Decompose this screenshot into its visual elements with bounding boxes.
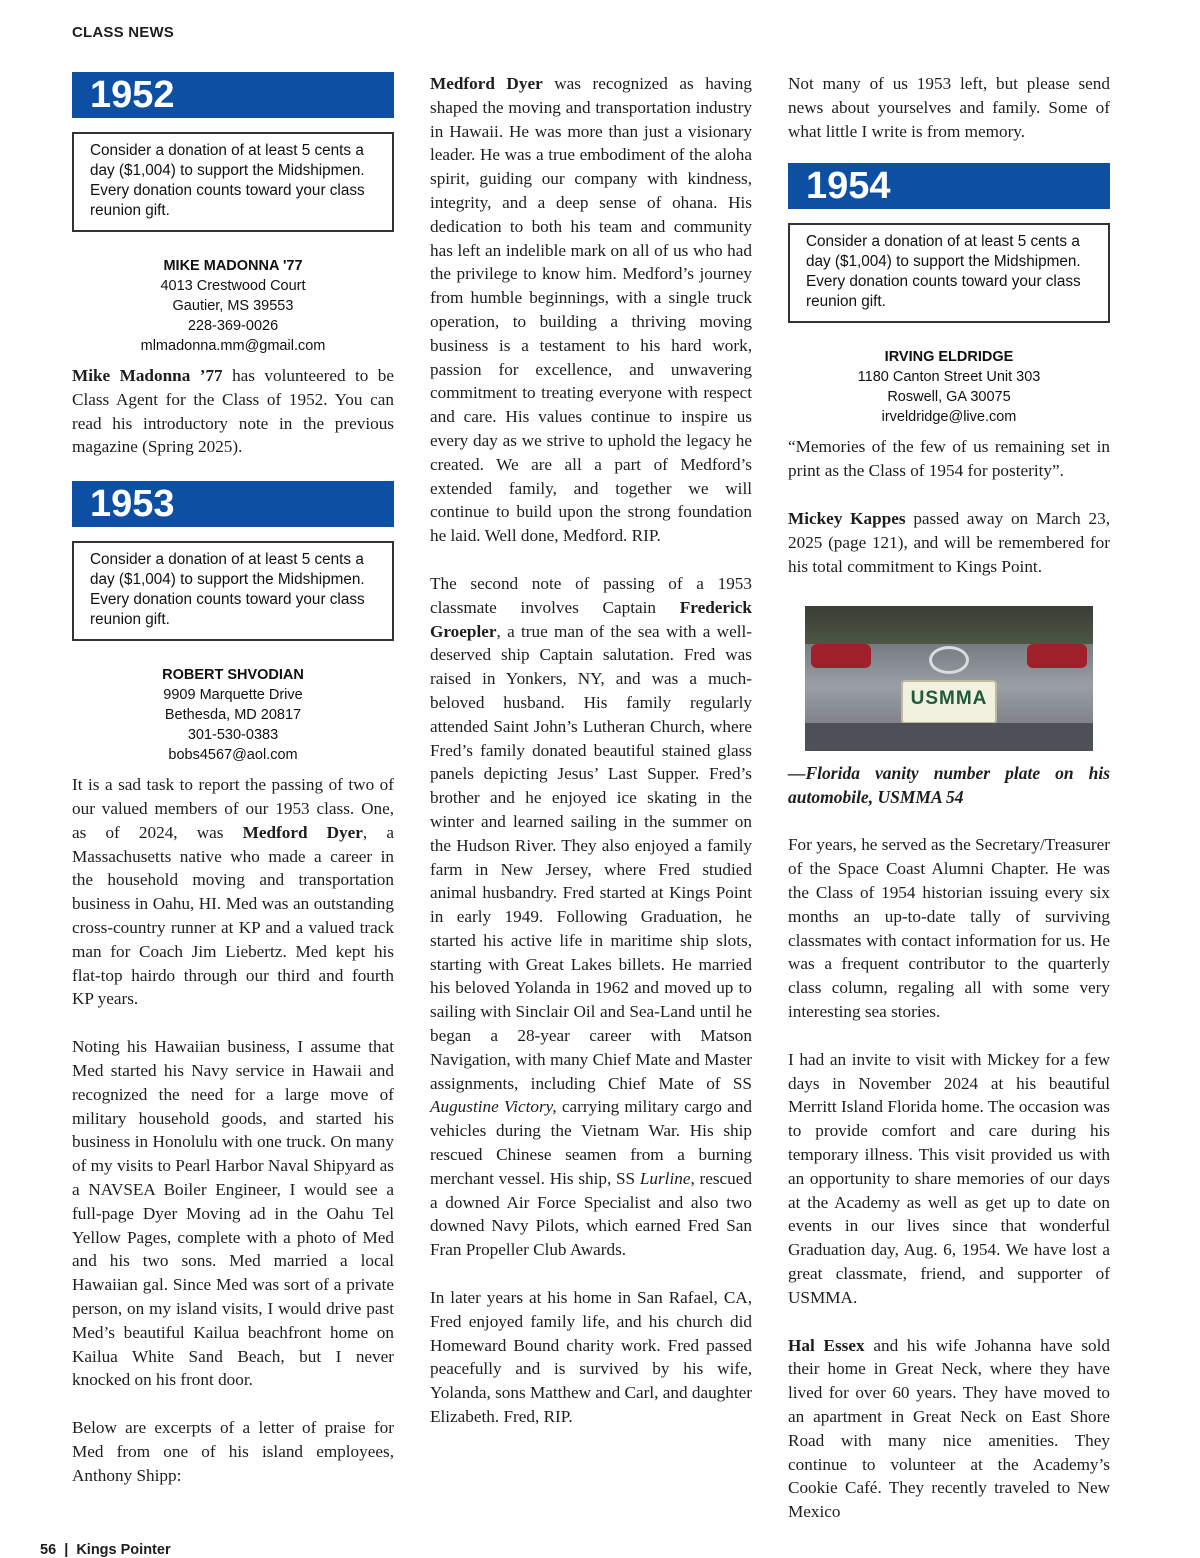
ship-name: Lurline xyxy=(639,1168,691,1188)
license-plate: USMMA xyxy=(901,680,997,724)
paragraph-text: has volunteered to be Class Agent for the Class of 1952. You can read his introductory note in the previous magazine (Spring 2025). xyxy=(72,366,394,457)
person-name: Mike Madonna ’77 xyxy=(72,366,223,385)
donation-box-1952: Consider a donation of at least 5 cents a day ($1,004) to support the Midshipmen. Every donation counts toward your class reunion gift. xyxy=(72,132,394,232)
person-name: Medford Dyer xyxy=(242,822,363,842)
paragraph-text: passed away on March 23, 2025 (page 121), and will be remembered for his total commitment to Kings Point. xyxy=(788,508,1110,576)
paragraph-text: carrying military cargo and vehicles during the Vietnam War. His ship rescued Chinese seamen from a burning merchant vessel. His ship, SS xyxy=(430,1097,752,1188)
paragraph xyxy=(72,773,394,1011)
ship-name: Augustine Victory, xyxy=(430,1097,557,1117)
page-footer xyxy=(40,1542,171,1558)
paragraph xyxy=(430,572,752,1262)
paragraph: In later years at his home in San Rafael, CA, Fred enjoyed family life, and his church did Homeward Bound charity work. Fred passed peacefully and is survived by his wife, Yolanda, sons Matthew and Carl, and daughter Elizabeth. Fred, RIP. xyxy=(430,1288,752,1427)
person-name: Mickey Kappes xyxy=(788,508,906,528)
paragraph: Not many of us 1953 left, but please send news about yourselves and family. Some of what little I write is from memory. xyxy=(788,74,1110,141)
class-1953-heading: 1953 xyxy=(72,481,394,527)
rear-window xyxy=(805,606,1093,644)
car-license-plate-photo xyxy=(805,606,1093,751)
paragraph-text: The second note of passing of a 1953 classmate involves Captain xyxy=(430,573,752,617)
column-3 xyxy=(788,72,1110,1524)
paragraph xyxy=(788,1334,1110,1524)
class-1953-contact xyxy=(72,665,394,765)
contact-street: 9909 Marquette Drive xyxy=(163,687,303,704)
contact-email[interactable]: mlmadonna.mm@gmail.com xyxy=(140,338,326,354)
paragraph: Noting his Hawaiian business, I assume that Med started his Navy service in Hawaii and recognized the need for a large move of military household goods, and started his business in Honolulu with one truck. On many of my visits to Pearl Harbor Naval Shipyard as a NAVSEA Boiler Engineer, I would see a full-page Dyer Moving ad in the Oahu Tel Yellow Pages, complete with a photo of Med and his two sons. Med married a local Hawaiian gal. Since Med was sort of a private person, on my island visits, I would drive past Med’s beautiful Kailua beachfront home on Kailua White Sand Beach, but I never knocked on his front door. xyxy=(72,1037,394,1390)
class-1954-contact xyxy=(788,347,1110,427)
tail-light xyxy=(1027,644,1087,668)
paragraph: Below are excerpts of a letter of praise for Med from one of his island employees, Anthony Shipp: xyxy=(72,1418,394,1485)
class-1952-contact xyxy=(72,256,394,356)
tail-light xyxy=(811,644,871,668)
donation-box-1954: Consider a donation of at least 5 cents a day ($1,004) to support the Midshipmen. Every donation counts toward your class reunion gift. xyxy=(788,223,1110,323)
paragraph-text: , a Massachusetts native who made a career in the household moving and transportation business in Oahu, HI. Med was an outstanding cross-country runner at KP and a valued track man for Coach Jim Liebertz. Med kept his flat-top hairdo through our third and fourth KP years. xyxy=(72,822,394,1009)
column-1 xyxy=(72,72,394,1488)
contact-city: Gautier, MS 39553 xyxy=(172,298,294,314)
contact-street: 1180 Canton Street Unit 303 xyxy=(857,369,1041,386)
paragraph-text: and his wife Johanna have sold their home in Great Neck, where they have lived for over 60 years. They have moved to an apartment in Great Neck on East Shore Road with many nice amenities. They continue to volunteer at the Academy’s Cookie Café. They recently traveled to New Mexico xyxy=(788,1335,1110,1522)
column-2 xyxy=(430,72,752,1429)
publication-name: Kings Pointer xyxy=(76,1542,171,1558)
paragraph xyxy=(72,364,394,459)
section-label: CLASS NEWS xyxy=(72,24,175,41)
donation-box-1953: Consider a donation of at least 5 cents a day ($1,004) to support the Midshipmen. Every donation counts toward your class reunion gift. xyxy=(72,541,394,641)
contact-street: 4013 Crestwood Court xyxy=(160,278,306,294)
contact-name: IRVING ELDRIDGE xyxy=(884,349,1014,366)
paragraph xyxy=(788,507,1110,578)
paragraph: “Memories of the few of us remaining set in print as the Class of 1954 for posterity”. xyxy=(788,437,1110,481)
paragraph-text: was recognized as having shaped the moving and transportation industry in Hawaii. He was more than just a visionary leader. He was a true embodiment of the aloha spirit, guiding our company with kindness, integrity, and a deep sense of ohana. His dedication to both his team and community has left an indelible mark on all of us who had the privilege to know him. Medford’s journey from humble beginnings, with a single truck operation, to building a thriving moving business is a testament to his hard work, passion for excellence, and unwavering commitment to treating everyone with respect and care. His values continue to inspire us every day as we strive to uphold the legacy he created. We are all a part of Medford’s extended family, and together we will continue to build upon the strong foundation he laid. Well done, Medford. RIP. xyxy=(430,74,752,546)
paragraph-text: , rescued a downed Air Force Specialist and also two downed Navy Pilots, which earned Fred San Fran Propeller Club Awards. xyxy=(430,1168,752,1260)
class-1952-heading: 1952 xyxy=(72,72,394,118)
bumper xyxy=(805,723,1093,751)
paragraph xyxy=(430,72,752,548)
person-name: Medford Dyer xyxy=(430,74,543,93)
paragraph: For years, he served as the Secretary/Treasurer of the Space Coast Alumni Chapter. He was the Class of 1954 historian issuing every six months an up-to-date tally of surviving classmates with contact information for us. He was a frequent contributor to the quarterly class column, regaling all with some very interesting sea stories. xyxy=(788,835,1110,1021)
photo-caption: —Florida vanity number plate on his automobile, USMMA 54 xyxy=(788,763,1110,808)
contact-email[interactable]: bobs4567@aol.com xyxy=(168,747,298,764)
footer-separator: | xyxy=(64,1542,69,1558)
contact-name: ROBERT SHVODIAN xyxy=(162,667,304,684)
contact-phone: 301-530-0383 xyxy=(187,727,279,744)
contact-city: Bethesda, MD 20817 xyxy=(164,707,302,724)
contact-city: Roswell, GA 30075 xyxy=(887,389,1011,406)
car-logo-icon xyxy=(929,646,969,674)
page-number: 56 xyxy=(40,1542,57,1558)
contact-phone: 228-369-0026 xyxy=(187,318,279,334)
paragraph: I had an invite to visit with Mickey for a few days in November 2024 at his beautiful Merritt Island Florida home. The occasion was to provide comfort and care during his temporary illness. This visit provided us with an opportunity to share memories of our days at the Academy as well as get up to date on events in our lives since that wonderful Graduation day, Aug. 6, 1954. We have lost a great classmate, friend, and supporter of USMMA. xyxy=(788,1049,1110,1307)
class-1954-heading: 1954 xyxy=(788,163,1110,209)
contact-email[interactable]: irveldridge@live.com xyxy=(881,409,1017,426)
paragraph-text: , a true man of the sea with a well-deserved ship Captain salutation. Fred was raised in Yonkers, NY, and was a much-beloved husband. His family regularly attended Saint John’s Lutheran Church, where Fred’s family donated beautiful stained glass panels depicting Jesus’ Last Supper. Fred’s brother and he enjoyed ice skating in the winter and learned sailing in the summer on the Hudson River. They also enjoyed a family farm in New Jersey, where Fred studied animal husbandry. Fred started at Kings Point in early 1949. Following Graduation, he started his active life in maritime ship slots, starting with Great Lakes billets. He married his beloved Yolanda in 1962 and moved up to sailing with Sinclair Oil and Sea-Land until he began a 28-year career with Matson Navigation, with many Chief Mate and Master assignments, including Chief Mate of SS xyxy=(430,621,752,1093)
person-name: Hal Essex xyxy=(788,1335,865,1355)
paragraph-text: It is a sad task to report the passing of two of our valued members of our 1953 class. One, as of 2024, was xyxy=(72,775,394,842)
person-name: Frederick Groepler xyxy=(430,597,752,641)
contact-name: MIKE MADONNA '77 xyxy=(163,258,303,274)
